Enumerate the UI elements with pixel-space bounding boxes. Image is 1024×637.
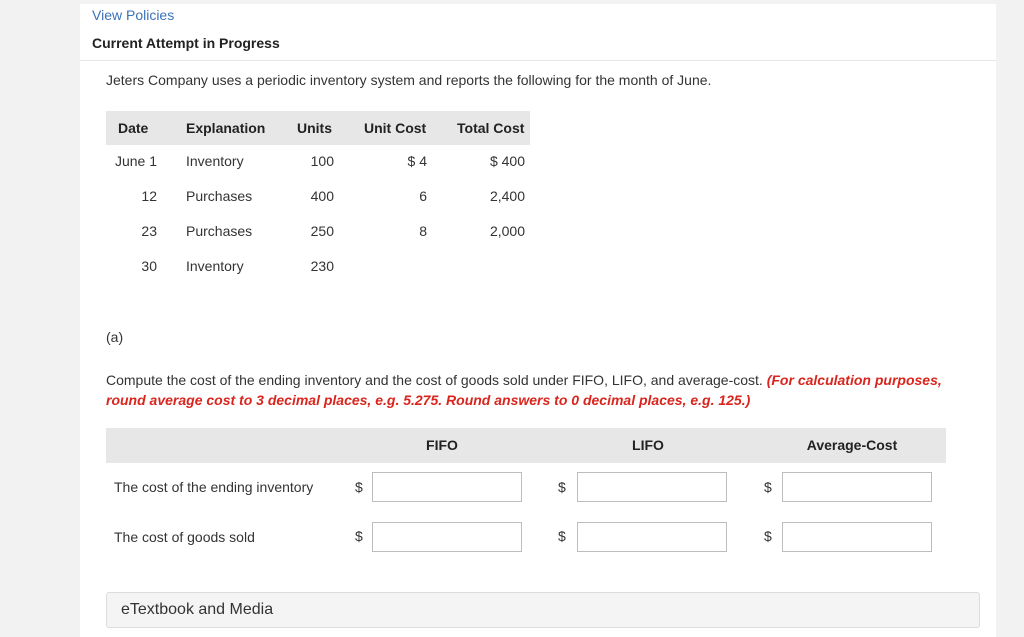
currency-symbol: $ [558, 528, 566, 544]
row-total-cost: $ 400 [489, 153, 525, 169]
row-explanation: Purchases [186, 223, 253, 239]
instruction-text: Compute the cost of the ending inventory and the cost of goods sold under FIFO, LIFO, and average-cost. [106, 372, 763, 388]
column-average-cost: Average-Cost [806, 437, 898, 453]
ending-inventory-label: The cost of the ending inventory [114, 479, 314, 495]
instructions [106, 370, 966, 410]
row-date: June 1 [114, 153, 157, 169]
etextbook-media-label: eTextbook and Media [121, 601, 274, 618]
cogs-lifo-input[interactable] [577, 522, 727, 552]
currency-symbol: $ [355, 528, 363, 544]
answer-grid-header [106, 428, 946, 463]
cogs-label: The cost of goods sold [114, 529, 255, 545]
ending-inventory-fifo-input[interactable] [372, 472, 522, 502]
row-units: 230 [310, 258, 334, 274]
table-row [106, 258, 530, 293]
view-policies-link[interactable]: View Policies [92, 7, 175, 23]
table-row [106, 188, 530, 223]
cogs-average-input[interactable] [782, 522, 932, 552]
column-fifo: FIFO [426, 437, 458, 453]
row-explanation: Inventory [186, 153, 244, 169]
currency-symbol: $ [558, 479, 566, 495]
row-explanation: Purchases [186, 188, 253, 204]
instruction-note: (For calculation purposes, round average cost to 3 decimal places, e.g. 5.275. Round answers to 0 decimal places, e.g. 125.) [106, 372, 942, 408]
row-date: 23 [141, 223, 157, 239]
header-units: Units [297, 120, 332, 136]
currency-symbol: $ [764, 528, 772, 544]
currency-symbol: $ [355, 479, 363, 495]
table-row [106, 153, 530, 188]
row-unit-cost: 8 [419, 223, 427, 239]
ending-inventory-average-input[interactable] [782, 472, 932, 502]
attempt-status: Current Attempt in Progress [92, 35, 280, 51]
row-date: 30 [141, 258, 157, 274]
header-unit-cost: Unit Cost [364, 120, 427, 136]
row-units: 100 [310, 153, 334, 169]
row-explanation: Inventory [186, 258, 244, 274]
part-label: (a) [106, 329, 124, 345]
row-units: 250 [310, 223, 334, 239]
currency-symbol: $ [764, 479, 772, 495]
divider [80, 60, 996, 61]
header-date: Date [118, 120, 149, 136]
row-total-cost: 2,400 [489, 188, 525, 204]
question-text: Jeters Company uses a periodic inventory system and reports the following for the month of June. [106, 72, 712, 88]
row-unit-cost: $ 4 [407, 153, 427, 169]
header-explanation: Explanation [186, 120, 266, 136]
table-row [106, 223, 530, 258]
row-total-cost: 2,000 [489, 223, 525, 239]
cogs-fifo-input[interactable] [372, 522, 522, 552]
row-units: 400 [310, 188, 334, 204]
etextbook-media-button[interactable] [106, 592, 980, 628]
ending-inventory-lifo-input[interactable] [577, 472, 727, 502]
row-date: 12 [141, 188, 157, 204]
header-total-cost: Total Cost [457, 120, 525, 136]
column-lifo: LIFO [632, 437, 664, 453]
inventory-table-header [106, 111, 530, 145]
row-unit-cost: 6 [419, 188, 427, 204]
